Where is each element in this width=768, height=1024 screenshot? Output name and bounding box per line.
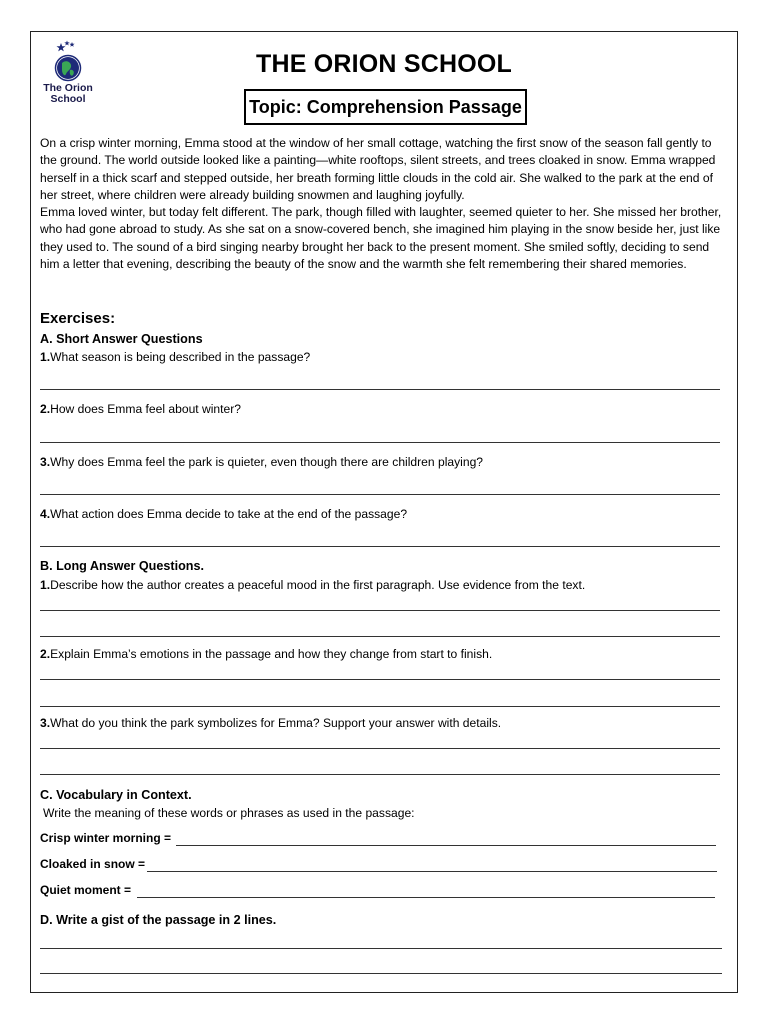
section-a-heading: A. Short Answer Questions <box>40 332 203 346</box>
answer-line[interactable] <box>40 679 720 680</box>
answer-line[interactable] <box>40 636 720 637</box>
exercises-heading: Exercises: <box>40 310 116 327</box>
vocab-label: Crisp winter morning = <box>40 831 172 845</box>
answer-line[interactable] <box>40 546 720 547</box>
section-d-heading: D. Write a gist of the passage in 2 lines. <box>40 913 277 927</box>
answer-line[interactable] <box>40 610 720 611</box>
answer-line[interactable] <box>40 748 720 749</box>
school-name: THE ORION SCHOOL <box>256 50 512 78</box>
vocab-answer-line[interactable] <box>147 871 717 872</box>
answer-line[interactable] <box>40 774 720 775</box>
vocab-answer-line[interactable] <box>176 845 716 846</box>
question: 3.What do you think the park symbolizes for Emma? Support your answer with details. <box>40 716 502 730</box>
passage-paragraph: On a crisp winter morning, Emma stood at the window of her small cottage, watching the first snow of the season fall gently to the ground. The world outside looked like a painting—white rooftops, silent streets, and trees cloaked in snow. Emma wrapped herself in a thick scarf and stepped outside, her breath forming little clouds in the cold air. She walked to the park at the end of her street, where children were already building snowmen and laughing joyfully. <box>40 136 716 202</box>
question: 1.What season is being described in the passage? <box>40 350 311 364</box>
question: 3.Why does Emma feel the park is quieter, even though there are children playing? <box>40 455 484 469</box>
vocab-answer-line[interactable] <box>137 897 715 898</box>
star-icon <box>64 41 69 46</box>
answer-line[interactable] <box>40 494 720 495</box>
section-c-heading: C. Vocabulary in Context. <box>40 788 192 802</box>
answer-line[interactable] <box>40 948 722 949</box>
vocab-label: Quiet moment = <box>40 883 132 897</box>
question: 2.Explain Emma’s emotions in the passage and how they change from start to finish. <box>40 647 493 661</box>
logo-text: The Orion School <box>43 82 93 105</box>
answer-line[interactable] <box>40 973 722 974</box>
star-icon <box>69 42 74 47</box>
section-c-instruction: Write the meaning of these words or phrases as used in the passage: <box>43 806 415 820</box>
question: 2.How does Emma feel about winter? <box>40 402 242 416</box>
answer-line[interactable] <box>40 706 720 707</box>
answer-line[interactable] <box>40 442 720 443</box>
answer-line[interactable] <box>40 389 720 390</box>
question: 4.What action does Emma decide to take at the end of the passage? <box>40 507 408 521</box>
question: 1.Describe how the author creates a peaceful mood in the first paragraph. Use evidence from the text. <box>40 578 586 592</box>
section-b-heading: B. Long Answer Questions. <box>40 559 204 573</box>
topic-title: Topic: Comprehension Passage <box>244 89 527 125</box>
passage-paragraph: Emma loved winter, but today felt different. The park, though filled with laughter, seemed quieter to her. She missed her brother, who had gone abroad to study. As she sat on a snow-covered bench, she imagined him playing in the snow beside her, just like they used to. The sound of a bird singing nearby brought her back to the present moment. She smiled softly, deciding to send him a letter that evening, describing the beauty of the snow and the warmth she felt remembering their shared memories. <box>40 205 722 272</box>
vocab-label: Cloaked in snow = <box>40 857 146 871</box>
passage <box>40 135 724 273</box>
